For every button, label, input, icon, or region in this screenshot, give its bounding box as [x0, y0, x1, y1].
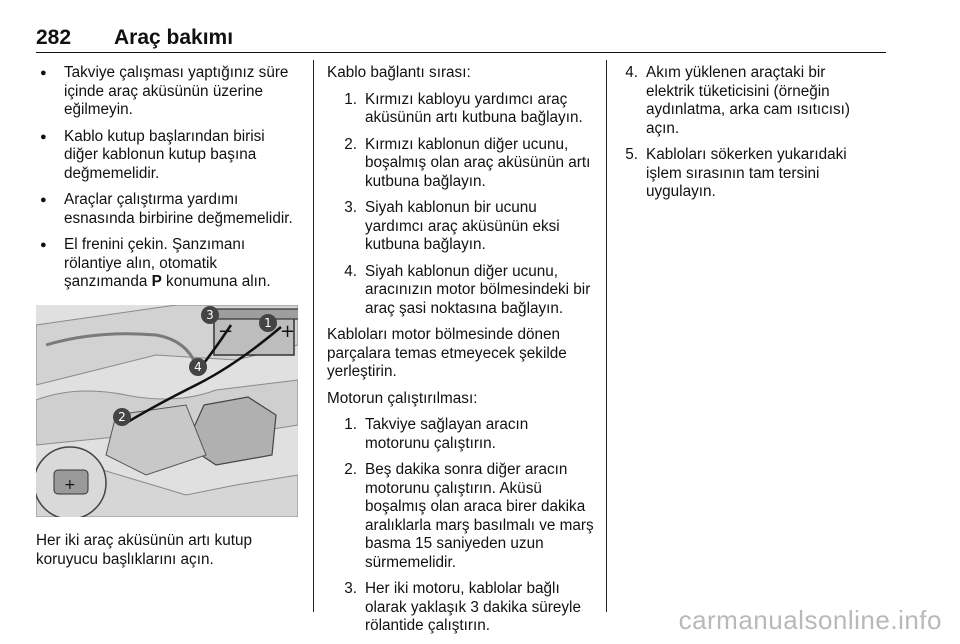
page-header: [36, 22, 886, 53]
gear-position-p: P: [151, 273, 162, 290]
engine-bay-illustration: [36, 305, 298, 517]
bullet-item: ● Takviye çalışması yaptığınız süre içinde araç aküsünün üzerine eğilmeyin.: [36, 64, 300, 120]
svg-text:−: −: [218, 321, 234, 342]
list-item: 1. Takviye sağlayan aracın motorunu çalıştırın.: [344, 416, 529, 452]
callout-number-3: [201, 306, 219, 324]
page-number: 282: [36, 26, 72, 49]
callout-number-1: [259, 314, 277, 332]
callout-label: 3: [206, 308, 214, 322]
list-item: 4. Akım yüklenen araçtaki bir elektrik tüketicisini (örneğin aydınlatma, arka cam ısıtıcısı) açın.: [625, 64, 851, 137]
bullet-item: ● Araçlar çalıştırma yardımı esnasında birbirine değmemelidir.: [36, 191, 300, 228]
callout-number-2: [113, 408, 131, 426]
bullet-text-after: konumuna alın.: [161, 273, 271, 290]
list-item: 2. Beş dakika sonra diğer aracın motorunu çalıştırın. Aküsü boşalmış olan araca birer dakika aralıklarla marş basılmalı ve marş basma 15 saniyeden uzun sürmemelidir.: [344, 461, 594, 571]
column-2: [327, 64, 597, 644]
engine-bay-drawing: [36, 305, 298, 517]
svg-text:+: +: [64, 477, 76, 493]
list-item: 1. Kırmızı kabloyu yardımcı araç aküsünün artı kutbuna bağlayın.: [344, 90, 583, 126]
list-item: 5. Kabloları sökerken yukarıdaki işlem sırasının tam tersini uygulayın.: [625, 146, 847, 200]
column-3: [620, 64, 870, 210]
callout-label: 2: [118, 410, 126, 424]
column-divider: [606, 60, 607, 612]
column-1: [36, 64, 300, 300]
callout-number-4: [189, 358, 207, 376]
section-intro: Motorun çalıştırılması:: [327, 389, 478, 407]
list-item: 4. Siyah kablonun diğer ucunu, aracınızın motor bölmesindeki bir araç şasi noktasına bağlayın.: [344, 262, 591, 317]
list-item: 3. Her iki motoru, kablolar bağlı olarak yaklaşık 3 dakika süreyle rölantide çalıştırın.: [344, 580, 581, 634]
bullet-text-before: El frenini çekin. Şanzımanı rölantiye alın, otomatik şanzımanda: [64, 236, 246, 290]
callout-detail: [36, 447, 106, 517]
callout-label: 4: [194, 360, 202, 374]
bullet-item: [36, 236, 300, 292]
page-title: Araç bakımı: [114, 26, 234, 49]
svg-text:+: +: [280, 321, 296, 342]
callout-label: 1: [264, 316, 272, 330]
list-item: 2. Kırmızı kablonun diğer ucunu, boşalmış olan araç aküsünün artı kutbuna bağlayın.: [344, 135, 591, 190]
watermark: carmanualsonline.info: [678, 605, 942, 635]
list-item: 3. Siyah kablonun bir ucunu yardımcı araç aküsünün eksi kutbuna bağlayın.: [344, 199, 560, 253]
figure-caption: Her iki araç aküsünün artı kutup koruyucu başlıklarını açın.: [36, 532, 252, 568]
bullet-item: ● Kablo kutup başlarından birisi diğer kablonun kutup başına değmemelidir.: [36, 128, 300, 184]
cable-routing-note: Kabloları motor bölmesinde dönen parçalara temas etmeyecek şekilde yerleştirin.: [327, 326, 567, 380]
section-intro: Kablo bağlantı sırası:: [327, 64, 471, 81]
column-divider: [313, 60, 314, 612]
